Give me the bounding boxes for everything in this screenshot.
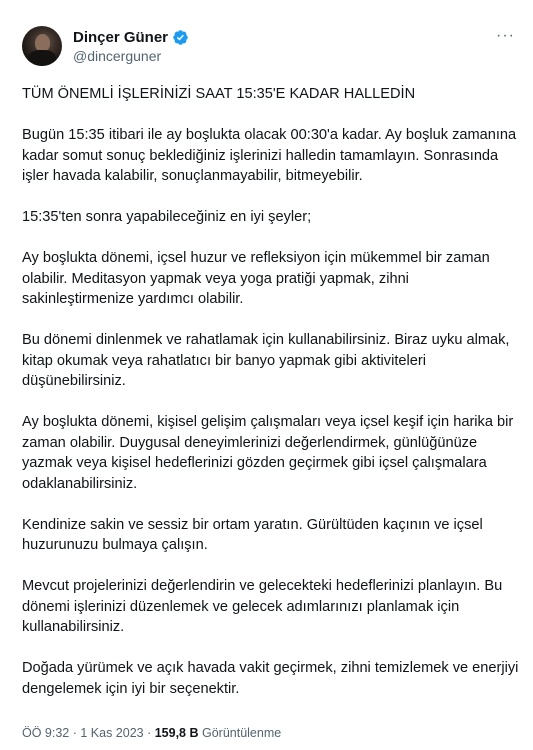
tweet-paragraph: Mevcut projelerinizi değerlendirin ve gelecekteki hedeflerinizi planlayın. Bu dönemi işlerinizi düzenlemek ve gelecek adımlarınızı planlamak için kullanabilirsiniz. [22,578,503,635]
tweet-text [22,84,522,699]
more-options-icon[interactable]: ··· [496,27,515,44]
tweet-paragraph: Ay boşlukta dönemi, içsel huzur ve refleksiyon için mükemmel bir zaman olabilir. Meditasyon yapmak veya yoga pratiği yapmak, zihni sakinleştirmenize yardımcı olabilir. [22,250,490,307]
views-count: 159,8 B [154,726,199,740]
avatar-body [28,50,56,66]
author-info [73,28,189,65]
author-name-row [73,28,189,47]
tweet-time[interactable]: ÖÖ 9:32 [22,726,70,740]
tweet-paragraph: Bugün 15:35 itibari ile ay boşlukta olacak 00:30'a kadar. Ay boşluk zamanına kadar somut sonuç beklediğiniz işlerinizi halledin tamamlayın. Sonrasında işler havada kalabilir, sonuçlanmayabilir, bitmeyebilir. [22,127,517,184]
tweet-paragraph: Doğada yürümek ve açık havada vakit geçirmek, zihni temizlemek ve enerjiyi dengelemek için iyi bir seçenektir. [22,660,519,697]
author-handle[interactable]: @dincerguner [73,47,162,64]
tweet-meta [22,725,281,741]
tweet-paragraph: Ay boşlukta dönemi, kişisel gelişim çalışmaları veya içsel keşif için harika bir zaman olabilir. Duygusal deneyimlerinizi değerlendirmek, günlüğünüze yazmak veya kişisel hedeflerinizi gözden geçirmek gibi içsel çalışmalara odaklanabilirsiniz. [22,414,514,492]
tweet-date[interactable]: 1 Kas 2023 [80,726,144,740]
tweet-header [22,22,517,70]
tweet-paragraph: TÜM ÖNEMLİ İŞLERİNİZİ SAAT 15:35'E KADAR HALLEDİN [22,86,416,102]
tweet-paragraph: Bu dönemi dinlenmek ve rahatlamak için kullanabilirsiniz. Biraz uyku almak, kitap okumak veya rahatlatıcı bir banyo yapmak gibi aktiviteleri düşünebilirsiniz. [22,332,510,389]
meta-separator: · [143,726,155,740]
verified-badge-icon [172,29,189,46]
tweet-paragraph: 15:35'ten sonra yapabileceğiniz en iyi şeyler; [22,209,312,225]
avatar[interactable] [22,26,62,66]
author-name[interactable]: Dinçer Güner [73,28,169,46]
tweet-paragraph: Kendinize sakin ve sessiz bir ortam yaratın. Gürültüden kaçının ve içsel huzurunuzu bulmaya çalışın. [22,516,483,553]
views-label: Görüntülenme [201,726,282,740]
meta-separator: · [69,726,81,740]
